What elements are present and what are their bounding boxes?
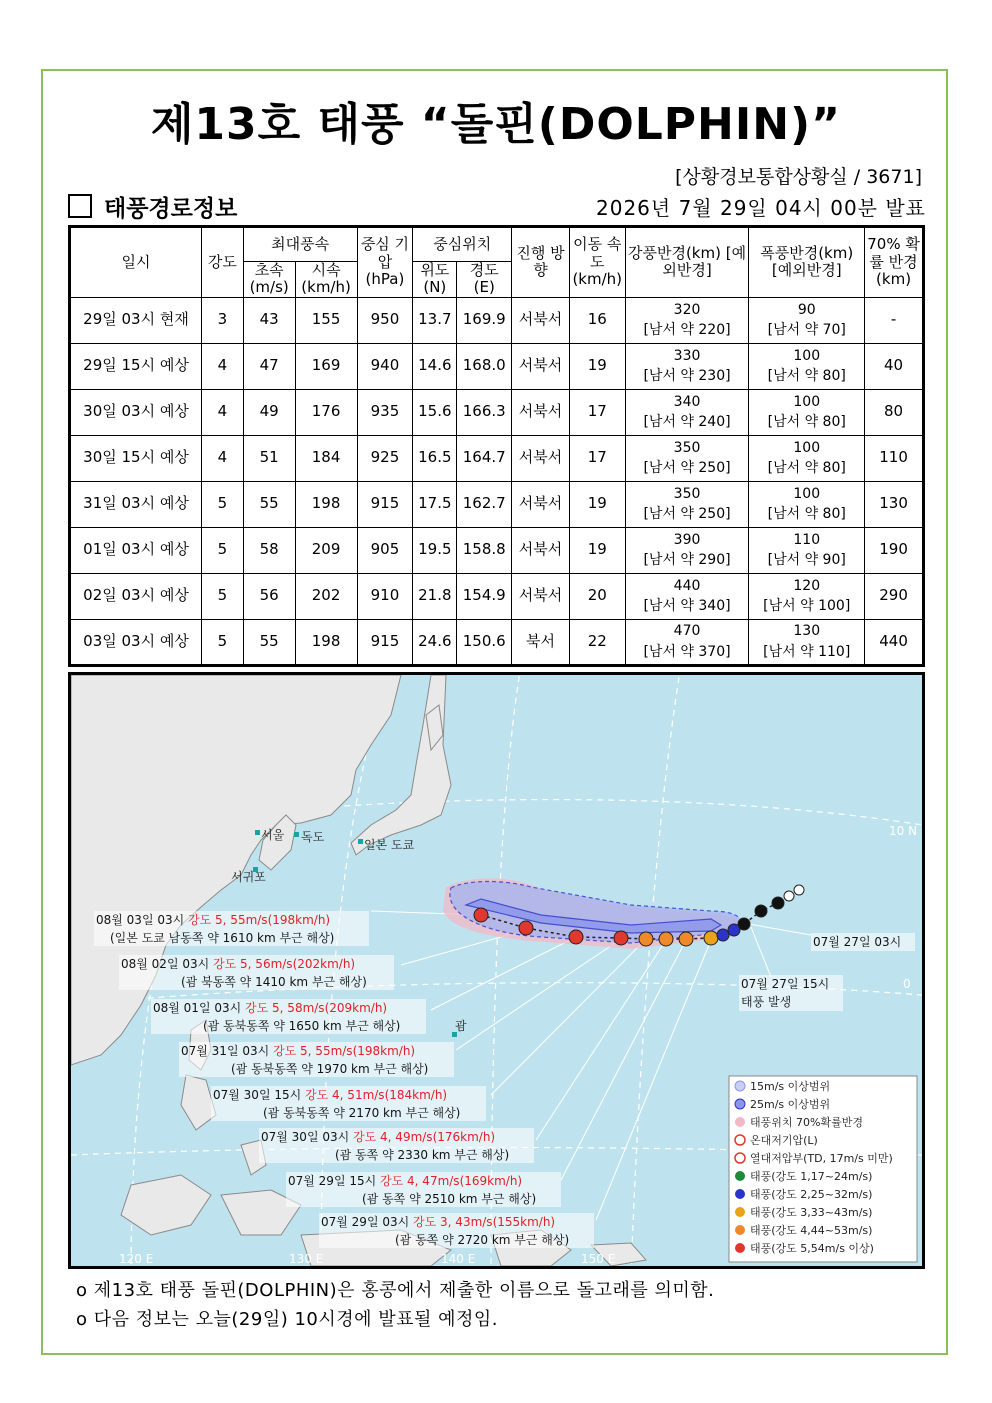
legend-item: 태풍(강도 3,33~43m/s): [750, 1206, 873, 1219]
legend-item: 온대저기압(L): [750, 1134, 818, 1147]
cell-lat: 17.5: [413, 481, 457, 527]
svg-text:07월 30일 15시 강도 4, 51m/s(184km/: [213, 1087, 447, 1102]
svg-text:08월 01일 03시 강도 5, 58m/s(209km/: [153, 1000, 387, 1015]
cell-gale-radius: [749, 297, 865, 343]
cell-prob-radius: 190: [865, 527, 924, 573]
cell-gale-radius: [749, 527, 865, 573]
cell-gale-radius-value: 130: [793, 623, 821, 640]
header-pressure: 중심 기압 (hPa): [357, 227, 413, 298]
cell-ms: 49: [243, 389, 295, 435]
city-seogwipo: 서귀포: [231, 870, 266, 884]
label-location: (괌 동쪽 약 2330 km 부근 해상): [335, 1148, 510, 1162]
cell-prob-radius: 110: [865, 435, 924, 481]
legend-item: 태풍(강도 4,44~53m/s): [750, 1224, 873, 1237]
cell-lon: 162.7: [457, 481, 512, 527]
cell-kmh: 202: [295, 573, 357, 619]
cell-time: 29일 03시 현재: [70, 297, 202, 343]
cell-kmh: 169: [295, 343, 357, 389]
cell-dir: 서북서: [512, 481, 570, 527]
cell-ms: 58: [243, 527, 295, 573]
cell-gale-radius: [749, 343, 865, 389]
section-title: 태풍경로정보: [104, 196, 238, 222]
cell-lon: 164.7: [457, 435, 512, 481]
cell-storm-radius: [625, 389, 749, 435]
cell-gale-radius: [749, 619, 865, 665]
cell-dir: 서북서: [512, 527, 570, 573]
legend-item: 태풍(강도 1,17~24m/s): [750, 1170, 873, 1183]
svg-text:07월 31일 03시 강도 5, 55m/s(198km/: [181, 1043, 415, 1058]
cell-kmh: 209: [295, 527, 357, 573]
cell-kmh: 176: [295, 389, 357, 435]
track-label-072903: [319, 1213, 594, 1248]
track-label-0801: [151, 999, 426, 1034]
legend-item: 태풍(강도 5,54m/s 이상): [750, 1242, 874, 1255]
origin-label: [811, 933, 915, 951]
cell-gale-radius-value: 100: [793, 393, 821, 410]
cell-storm-radius: [625, 619, 749, 665]
cell-time: 30일 15시 예상: [70, 435, 202, 481]
cell-gale-radius-exception: [남서 약 80]: [767, 460, 846, 476]
city-guam: 괌: [455, 1019, 467, 1033]
cell-prob-radius: -: [865, 297, 924, 343]
cell-prob-radius: 80: [865, 389, 924, 435]
header-center: 중심위치: [413, 227, 512, 262]
cell-int: 5: [201, 573, 243, 619]
cell-int: 5: [201, 527, 243, 573]
track-point-0803: [474, 908, 488, 922]
cell-hpa: 940: [357, 343, 413, 389]
checkbox-icon: [68, 194, 92, 218]
cell-time: 30일 03시 예상: [70, 389, 202, 435]
cell-hpa: 910: [357, 573, 413, 619]
cell-storm-radius-value: 350: [673, 485, 701, 502]
cell-kmh: 198: [295, 619, 357, 665]
label-location: (괌 북동쪽 약 1410 km 부근 해상): [181, 975, 367, 989]
label-date: 07월 31일 03시: [181, 1044, 270, 1058]
track-point-past3: [738, 918, 750, 930]
cell-int: 5: [201, 481, 243, 527]
header-wind-ms: 초속 (m/s): [243, 262, 295, 298]
cell-lon: 168.0: [457, 343, 512, 389]
cell-hpa: 925: [357, 435, 413, 481]
cell-gale-radius-exception: [남서 약 80]: [767, 506, 846, 522]
svg-text:07월 30일 03시 강도 4, 49m/s(176km/: [261, 1129, 495, 1144]
section-heading: [68, 190, 237, 223]
formation-date: 07월 27일 15시: [741, 977, 830, 991]
grid-lon130: 130 E: [289, 1252, 324, 1266]
cell-storm-radius: [625, 573, 749, 619]
cell-kmh: 184: [295, 435, 357, 481]
table-row: [70, 619, 924, 665]
cell-spd: 22: [569, 619, 625, 665]
cell-hpa: 915: [357, 481, 413, 527]
cell-storm-radius-exception: [남서 약 250]: [643, 460, 731, 476]
cell-gale-radius: [749, 573, 865, 619]
track-point-past5: [772, 897, 784, 909]
cell-gale-radius-value: 100: [793, 439, 821, 456]
label-location: (일본 도쿄 남동쪽 약 1610 km 부근 해상): [110, 931, 335, 945]
table-row: [70, 389, 924, 435]
cell-storm-radius: [625, 343, 749, 389]
cell-storm-radius: [625, 297, 749, 343]
table-row: [70, 343, 924, 389]
grid-lat0: 0: [903, 977, 911, 991]
label-intensity: 강도 4, 47m/s(169km/h): [380, 1174, 523, 1188]
track-label-073015: [211, 1086, 486, 1121]
label-date: 07월 30일 03시: [261, 1130, 350, 1144]
label-intensity: 강도 3, 43m/s(155km/h): [413, 1215, 556, 1229]
cell-dir: 서북서: [512, 389, 570, 435]
header-direction: 진행 방향: [512, 227, 570, 298]
label-date: 08월 02일 03시: [121, 957, 210, 971]
label-date: 07월 29일 03시: [321, 1215, 410, 1229]
cell-spd: 17: [569, 435, 625, 481]
table-row: [70, 435, 924, 481]
track-point-past4: [755, 905, 767, 917]
track-label-0803: [94, 911, 369, 946]
legend-item: 태풍위치 70%확률반경: [750, 1116, 863, 1129]
cell-storm-radius-value: 470: [673, 623, 701, 640]
map-legend: [729, 1076, 917, 1262]
formation-text: 태풍 발생: [741, 995, 792, 1009]
cell-dir: 서북서: [512, 343, 570, 389]
legend-item: 열대저압부(TD, 17m/s 미만): [750, 1152, 893, 1165]
forecast-table: [68, 225, 925, 667]
header-time: 일시: [70, 227, 202, 298]
track-point-0731: [614, 931, 628, 945]
cell-prob-radius: 290: [865, 573, 924, 619]
map-svg: [71, 675, 922, 1266]
cell-hpa: 935: [357, 389, 413, 435]
cell-lon: 154.9: [457, 573, 512, 619]
label-location: (괌 동쪽 약 2510 km 부근 해상): [362, 1192, 537, 1206]
td-point-1: [784, 891, 794, 901]
label-date: 08월 01일 03시: [153, 1001, 242, 1015]
label-intensity: 강도 4, 51m/s(184km/h): [305, 1088, 448, 1102]
origin-label-text: 07월 27일 03시: [813, 935, 902, 949]
label-intensity: 강도 5, 55m/s(198km/h): [273, 1044, 416, 1058]
cell-ms: 47: [243, 343, 295, 389]
cell-int: 3: [201, 297, 243, 343]
cell-gale-radius-exception: [남서 약 80]: [767, 368, 846, 384]
cell-gale-radius-exception: [남서 약 90]: [767, 552, 846, 568]
label-location: (괌 동북동쪽 약 2170 km 부근 해상): [263, 1106, 461, 1120]
cell-lat: 13.7: [413, 297, 457, 343]
grid-lon120: 120 E: [119, 1252, 154, 1266]
cell-storm-radius-value: 350: [673, 439, 701, 456]
cell-hpa: 905: [357, 527, 413, 573]
cell-lat: 21.8: [413, 573, 457, 619]
notes: [76, 1276, 714, 1334]
track-point-072903: [704, 931, 718, 945]
cell-dir: 서북서: [512, 573, 570, 619]
track-point-0801: [569, 930, 583, 944]
grid-lat10: 10 N: [889, 824, 918, 838]
note-2: o 다음 정보는 오늘(29일) 10시경에 발표될 예정임.: [76, 1309, 499, 1330]
track-point-072915: [679, 932, 693, 946]
cell-gale-radius-exception: [남서 약 80]: [767, 414, 846, 430]
cell-time: 02일 03시 예상: [70, 573, 202, 619]
cell-prob-radius: 130: [865, 481, 924, 527]
cell-storm-radius-exception: [남서 약 230]: [643, 368, 731, 384]
cell-lat: 19.5: [413, 527, 457, 573]
cell-lon: 150.6: [457, 619, 512, 665]
header-prob-radius: 70% 확률 반경 (km): [865, 227, 924, 298]
cell-time: 03일 03시 예상: [70, 619, 202, 665]
city-tokyo: 일본 도쿄: [364, 838, 415, 852]
cell-lon: 169.9: [457, 297, 512, 343]
cell-int: 4: [201, 343, 243, 389]
td-point-2: [794, 885, 804, 895]
label-date: 08월 03일 03시: [96, 913, 185, 927]
cell-ms: 51: [243, 435, 295, 481]
cell-gale-radius-value: 90: [797, 301, 816, 318]
cell-storm-radius-value: 390: [673, 531, 701, 548]
track-label-0731: [179, 1042, 454, 1077]
cell-storm-radius-exception: [남서 약 250]: [643, 506, 731, 522]
cell-storm-radius-value: 340: [673, 393, 701, 410]
label-intensity: 강도 5, 56m/s(202km/h): [213, 957, 356, 971]
cell-int: 4: [201, 435, 243, 481]
track-label-0802: [119, 955, 394, 990]
city-dokdo: 독도: [301, 830, 325, 844]
note-1: o 제13호 태풍 돌핀(DOLPHIN)은 홍콩에서 제출한 이름으로 돌고래를 의미함.: [76, 1280, 715, 1301]
issue-time: 2026년 7월 29일 04시 00분 발표: [596, 196, 926, 220]
cell-lat: 14.6: [413, 343, 457, 389]
cell-ms: 55: [243, 619, 295, 665]
label-location: (괌 동북동쪽 약 1650 km 부근 해상): [203, 1019, 401, 1033]
cell-storm-radius-exception: [남서 약 290]: [643, 552, 731, 568]
cell-ms: 43: [243, 297, 295, 343]
cell-kmh: 198: [295, 481, 357, 527]
track-point-073015: [639, 932, 653, 946]
cell-gale-radius: [749, 389, 865, 435]
cell-storm-radius-exception: [남서 약 370]: [643, 643, 731, 660]
track-point-past1: [717, 929, 729, 941]
forecast-rows: [70, 297, 924, 665]
cell-kmh: 155: [295, 297, 357, 343]
track-label-072915: [286, 1172, 561, 1207]
cell-spd: 19: [569, 343, 625, 389]
cell-gale-radius: [749, 435, 865, 481]
svg-text:07월 29일 03시 강도 3, 43m/s(155km/: [321, 1214, 555, 1229]
cell-storm-radius: [625, 435, 749, 481]
cell-prob-radius: 440: [865, 619, 924, 665]
legend-item: 15m/s 이상범위: [750, 1080, 831, 1093]
header-lon: 경도 (E): [457, 262, 512, 298]
table-row: [70, 297, 924, 343]
svg-text:08월 02일 03시 강도 5, 56m/s(202km/: [121, 956, 355, 971]
header-speed: 이동 속도 (km/h): [569, 227, 625, 298]
cell-lat: 16.5: [413, 435, 457, 481]
track-point-0802: [519, 921, 533, 935]
city-seoul: 서울: [261, 828, 285, 842]
header-intensity: 강도: [201, 227, 243, 298]
cell-gale-radius-value: 100: [793, 485, 821, 502]
cell-lat: 24.6: [413, 619, 457, 665]
typhoon-track-map: [68, 672, 925, 1269]
cell-lat: 15.6: [413, 389, 457, 435]
label-date: 07월 30일 15시: [213, 1088, 302, 1102]
cell-time: 01일 03시 예상: [70, 527, 202, 573]
cell-gale-radius-value: 110: [793, 531, 821, 548]
track-label-073003: [259, 1128, 534, 1163]
header-wind-kmh: 시속 (km/h): [295, 262, 357, 298]
header-storm-radius: 강풍반경(km) [예외반경]: [625, 227, 749, 298]
table-row: [70, 481, 924, 527]
track-point-073003: [659, 932, 673, 946]
cell-spd: 19: [569, 481, 625, 527]
label-intensity: 강도 4, 49m/s(176km/h): [353, 1130, 496, 1144]
header-lat: 위도 (N): [413, 262, 457, 298]
table-row: [70, 527, 924, 573]
cell-lon: 166.3: [457, 389, 512, 435]
label-intensity: 강도 5, 58m/s(209km/h): [245, 1001, 388, 1015]
cell-storm-radius: [625, 481, 749, 527]
cell-storm-radius-exception: [남서 약 240]: [643, 414, 731, 430]
grid-lon150: 150 E: [581, 1252, 616, 1266]
cell-gale-radius-exception: [남서 약 100]: [763, 598, 851, 614]
cell-gale-radius-value: 120: [793, 577, 821, 594]
cell-spd: 19: [569, 527, 625, 573]
svg-text:07월 29일 15시 강도 4, 47m/s(169km/: [288, 1173, 522, 1188]
cell-storm-radius-value: 440: [673, 577, 701, 594]
cell-dir: 서북서: [512, 435, 570, 481]
cell-spd: 17: [569, 389, 625, 435]
header-max-wind: 최대풍속: [243, 227, 357, 262]
label-location: (괌 동쪽 약 2720 km 부근 해상): [395, 1233, 570, 1247]
cell-storm-radius-exception: [남서 약 340]: [643, 598, 731, 614]
cell-storm-radius-value: 320: [673, 301, 701, 318]
cell-storm-radius-value: 330: [673, 347, 701, 364]
legend-item: 태풍(강도 2,25~32m/s): [750, 1188, 873, 1201]
page-title: 제13호 태풍 “돌핀(DOLPHIN)”: [150, 99, 842, 150]
label-location: (괌 동북동쪽 약 1970 km 부근 해상): [231, 1062, 429, 1076]
cell-dir: 서북서: [512, 297, 570, 343]
cell-storm-radius: [625, 527, 749, 573]
cell-dir: 북서: [512, 619, 570, 665]
cell-gale-radius: [749, 481, 865, 527]
department-label: [상황경보통합상황실 / 3671]: [675, 166, 922, 188]
cell-ms: 55: [243, 481, 295, 527]
grid-lon140: 140 E: [441, 1252, 476, 1266]
cell-hpa: 950: [357, 297, 413, 343]
cell-int: 4: [201, 389, 243, 435]
cell-spd: 16: [569, 297, 625, 343]
svg-text:08월 03일 03시 강도 5, 55m/s(198km/: [96, 912, 330, 927]
label-intensity: 강도 5, 55m/s(198km/h): [188, 913, 331, 927]
legend-item: 25m/s 이상범위: [750, 1098, 831, 1111]
cell-prob-radius: 40: [865, 343, 924, 389]
header-gale-radius: 폭풍반경(km) [예외반경]: [749, 227, 865, 298]
cell-gale-radius-exception: [남서 약 110]: [763, 643, 851, 660]
cell-time: 31일 03시 예상: [70, 481, 202, 527]
cell-gale-radius-exception: [남서 약 70]: [767, 322, 846, 338]
cell-int: 5: [201, 619, 243, 665]
cell-lon: 158.8: [457, 527, 512, 573]
cell-storm-radius-exception: [남서 약 220]: [643, 322, 731, 338]
table-row: [70, 573, 924, 619]
label-date: 07월 29일 15시: [288, 1174, 377, 1188]
cell-spd: 20: [569, 573, 625, 619]
cell-time: 29일 15시 예상: [70, 343, 202, 389]
cell-gale-radius-value: 100: [793, 347, 821, 364]
cell-ms: 56: [243, 573, 295, 619]
cell-hpa: 915: [357, 619, 413, 665]
formation-label: [739, 975, 843, 1011]
